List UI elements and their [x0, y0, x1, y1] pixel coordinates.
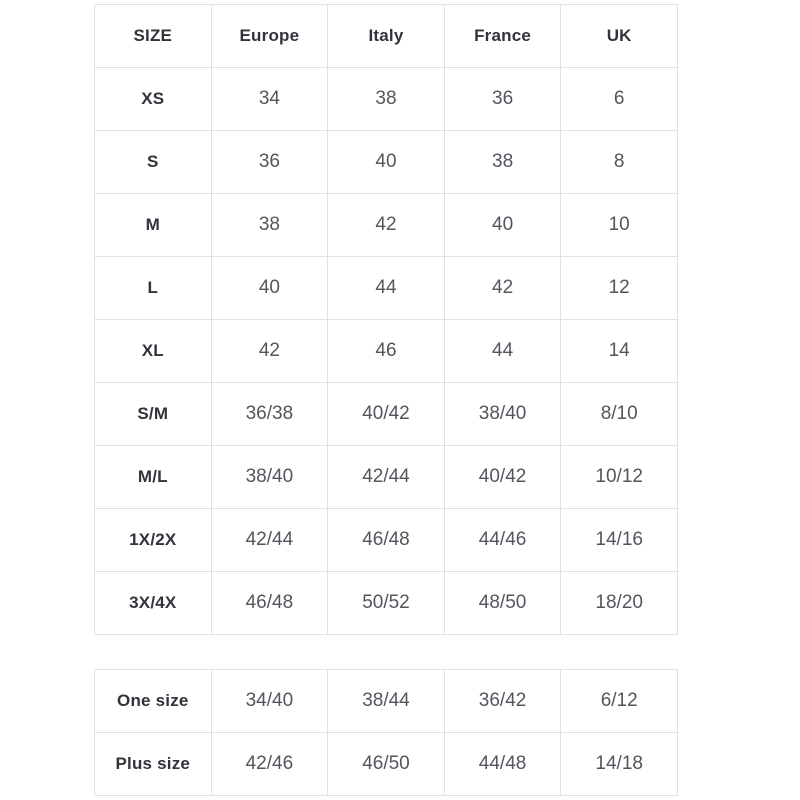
- value-cell: 46: [328, 320, 445, 383]
- size-conversion-table-secondary: [94, 669, 678, 796]
- size-label-cell: L: [95, 257, 212, 320]
- table-row: [95, 194, 678, 257]
- value-cell: 44/46: [444, 509, 561, 572]
- size-label-cell: 1X/2X: [95, 509, 212, 572]
- value-cell: 38/40: [211, 446, 328, 509]
- value-cell: 46/48: [211, 572, 328, 635]
- value-cell: 42/44: [328, 446, 445, 509]
- value-cell: 42: [328, 194, 445, 257]
- value-cell: 12: [561, 257, 678, 320]
- value-cell: 36: [211, 131, 328, 194]
- table-row: [95, 257, 678, 320]
- column-header-europe: Europe: [211, 5, 328, 68]
- value-cell: 42: [211, 320, 328, 383]
- size-label-cell: S/M: [95, 383, 212, 446]
- primary-table-body: [95, 68, 678, 635]
- value-cell: 42/44: [211, 509, 328, 572]
- size-conversion-charts: [94, 4, 678, 796]
- value-cell: 38: [444, 131, 561, 194]
- size-label-cell: M/L: [95, 446, 212, 509]
- size-label-cell: Plus size: [95, 733, 212, 796]
- table-row: [95, 509, 678, 572]
- size-label-cell: One size: [95, 670, 212, 733]
- table-row: [95, 68, 678, 131]
- size-label-cell: S: [95, 131, 212, 194]
- header-row: [95, 5, 678, 68]
- value-cell: 46/50: [328, 733, 445, 796]
- table-row: [95, 572, 678, 635]
- size-label-cell: M: [95, 194, 212, 257]
- size-label-cell: 3X/4X: [95, 572, 212, 635]
- table-row: [95, 383, 678, 446]
- value-cell: 8: [561, 131, 678, 194]
- value-cell: 18/20: [561, 572, 678, 635]
- column-header-uk: UK: [561, 5, 678, 68]
- value-cell: 44/48: [444, 733, 561, 796]
- column-header-italy: Italy: [328, 5, 445, 68]
- size-label-cell: XS: [95, 68, 212, 131]
- value-cell: 14/16: [561, 509, 678, 572]
- value-cell: 34/40: [211, 670, 328, 733]
- value-cell: 42/46: [211, 733, 328, 796]
- value-cell: 38: [328, 68, 445, 131]
- value-cell: 44: [328, 257, 445, 320]
- value-cell: 14: [561, 320, 678, 383]
- value-cell: 46/48: [328, 509, 445, 572]
- column-header-france: France: [444, 5, 561, 68]
- value-cell: 50/52: [328, 572, 445, 635]
- table-row: [95, 131, 678, 194]
- value-cell: 6/12: [561, 670, 678, 733]
- value-cell: 48/50: [444, 572, 561, 635]
- secondary-table-body: [95, 670, 678, 796]
- value-cell: 36/42: [444, 670, 561, 733]
- value-cell: 40/42: [328, 383, 445, 446]
- value-cell: 44: [444, 320, 561, 383]
- table-row: [95, 670, 678, 733]
- value-cell: 8/10: [561, 383, 678, 446]
- value-cell: 40: [444, 194, 561, 257]
- value-cell: 38/40: [444, 383, 561, 446]
- value-cell: 36: [444, 68, 561, 131]
- value-cell: 40: [328, 131, 445, 194]
- table-row: [95, 733, 678, 796]
- size-label-cell: XL: [95, 320, 212, 383]
- value-cell: 38/44: [328, 670, 445, 733]
- table-row: [95, 320, 678, 383]
- value-cell: 10: [561, 194, 678, 257]
- value-cell: 38: [211, 194, 328, 257]
- column-header-size: SIZE: [95, 5, 212, 68]
- value-cell: 40: [211, 257, 328, 320]
- value-cell: 34: [211, 68, 328, 131]
- value-cell: 42: [444, 257, 561, 320]
- value-cell: 6: [561, 68, 678, 131]
- value-cell: 10/12: [561, 446, 678, 509]
- value-cell: 40/42: [444, 446, 561, 509]
- value-cell: 14/18: [561, 733, 678, 796]
- size-conversion-table-primary: [94, 4, 678, 635]
- primary-table-header: [95, 5, 678, 68]
- value-cell: 36/38: [211, 383, 328, 446]
- table-row: [95, 446, 678, 509]
